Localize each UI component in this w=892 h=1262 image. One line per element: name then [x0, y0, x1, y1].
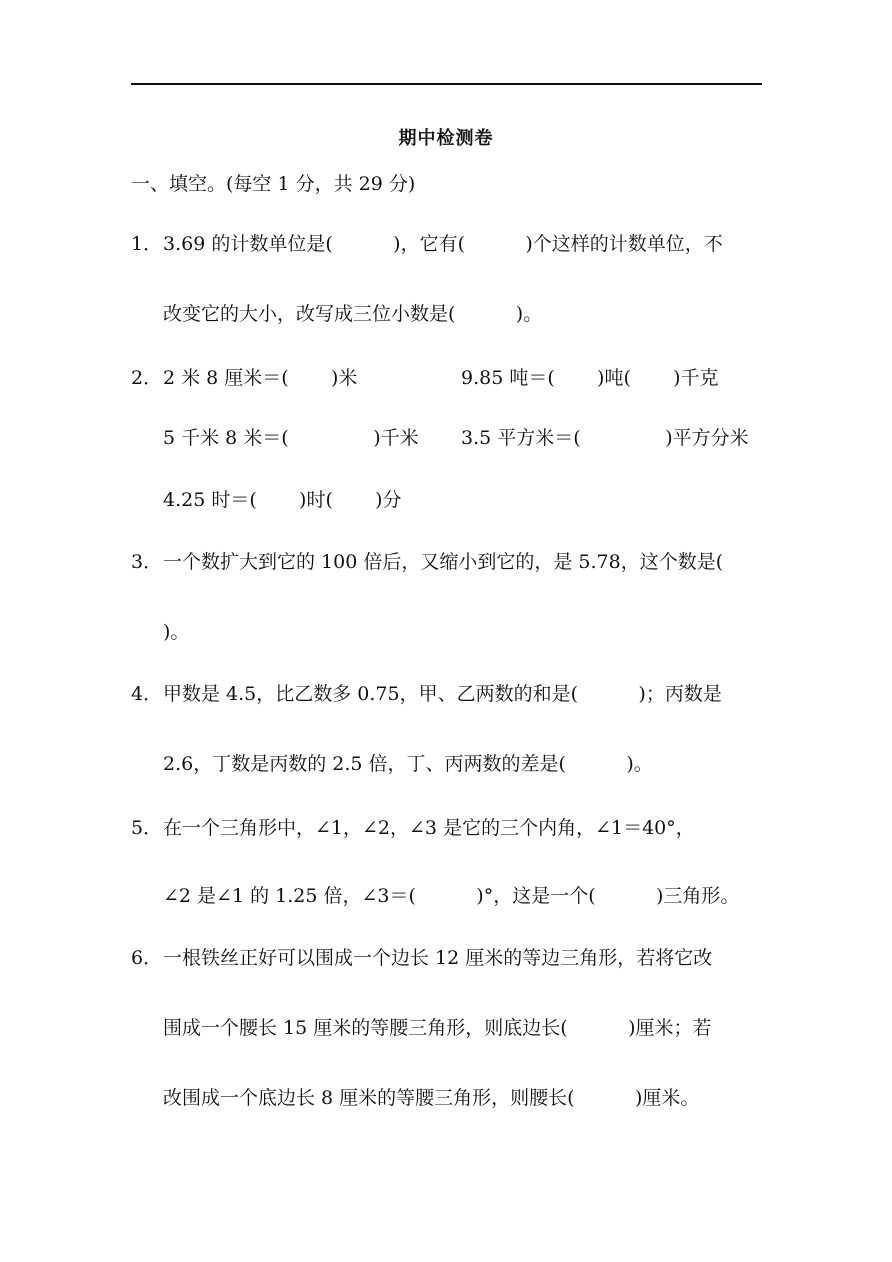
q6-number: 6． [131, 947, 163, 969]
q5-line-2: ∠2 是∠1 的 1.25 倍，∠3＝( )°，这是一个( )三角形。 [163, 885, 740, 907]
q6-line-2: 围成一个腰长 15 厘米的等腰三角形，则底边长( )厘米；若 [163, 1017, 712, 1039]
section-heading: 一、填空。(每空 1 分，共 29 分) [131, 173, 416, 195]
q6-line-3: 改围成一个底边长 8 厘米的等腰三角形，则腰长( )厘米。 [163, 1087, 700, 1109]
q2-item-b: 9.85 吨＝( )吨( )千克 [461, 367, 719, 389]
q1-number: 1． [131, 233, 163, 255]
q3-number: 3． [131, 551, 163, 573]
header-rule [131, 83, 762, 85]
page-title: 期中检测卷 [398, 128, 494, 149]
q2-item-e: 4.25 时＝( )时( )分 [163, 489, 402, 511]
q1-line-2: 改变它的大小，改写成三位小数是( )。 [163, 303, 543, 325]
q6-line-1: 一根铁丝正好可以围成一个边长 12 厘米的等边三角形，若将它改 [163, 947, 713, 969]
q3-line-1: 一个数扩大到它的 100 倍后，又缩小到它的，是 5.78，这个数是( [163, 551, 724, 573]
q2-item-d: 3.5 平方米＝( )平方分米 [461, 427, 749, 449]
q4-number: 4． [131, 683, 163, 705]
q3-line-2: )。 [163, 621, 190, 643]
q2-item-c: 5 千米 8 米＝( )千米 [163, 427, 419, 449]
q5-line-1: 在一个三角形中，∠1，∠2，∠3 是它的三个内角，∠1＝40°， [163, 817, 695, 839]
q2-item-a: 2 米 8 厘米＝( )米 [163, 367, 358, 389]
q1-line-1: 3.69 的计数单位是( )，它有( )个这样的计数单位，不 [163, 233, 723, 255]
q4-line-2: 2.6，丁数是丙数的 2.5 倍，丁、丙两数的差是( )。 [163, 753, 653, 775]
q5-number: 5． [131, 817, 163, 839]
q4-line-1: 甲数是 4.5，比乙数多 0.75，甲、乙两数的和是( )；丙数是 [163, 683, 722, 705]
q2-number: 2． [131, 367, 163, 389]
